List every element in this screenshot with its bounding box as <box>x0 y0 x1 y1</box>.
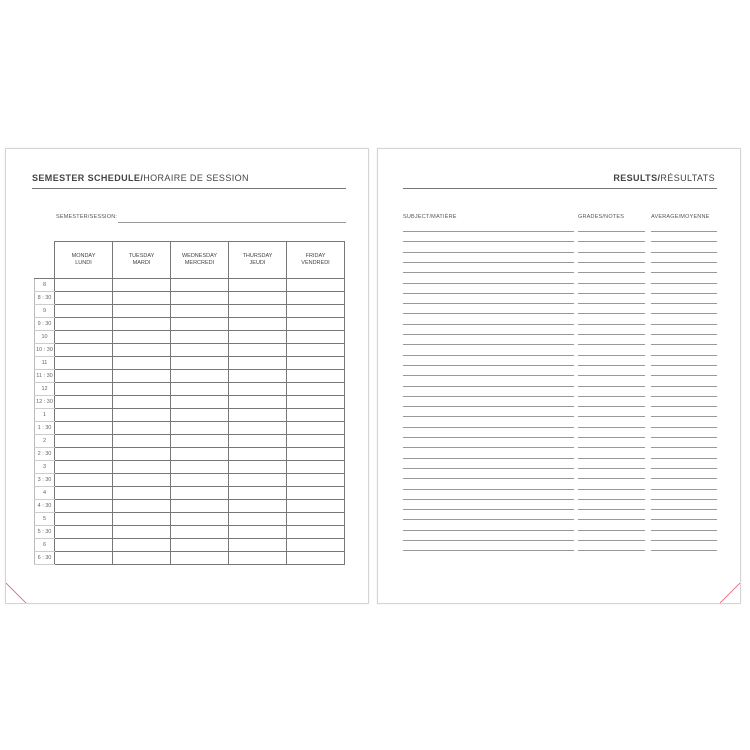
schedule-cell[interactable] <box>287 526 345 539</box>
schedule-row <box>35 513 345 526</box>
schedule-title: SEMESTER SCHEDULE/HORAIRE DE SESSION <box>32 173 249 183</box>
average-line[interactable] <box>651 241 717 242</box>
schedule-cell[interactable] <box>171 331 229 344</box>
time-slot-label: 8 : 30 <box>35 292 55 305</box>
schedule-cell[interactable] <box>171 461 229 474</box>
average-line[interactable] <box>651 303 717 304</box>
time-slot-label: 5 <box>35 513 55 526</box>
schedule-cell[interactable] <box>287 409 345 422</box>
schedule-cell[interactable] <box>229 370 287 383</box>
schedule-cell[interactable] <box>287 474 345 487</box>
subject-line[interactable] <box>403 427 574 428</box>
time-slot-label: 2 : 30 <box>35 448 55 461</box>
subject-line[interactable] <box>403 386 574 387</box>
schedule-cell[interactable] <box>171 318 229 331</box>
schedule-cell[interactable] <box>287 552 345 565</box>
schedule-cell[interactable] <box>113 305 171 318</box>
grades-line[interactable] <box>578 375 645 376</box>
subject-line[interactable] <box>403 478 574 479</box>
schedule-cell[interactable] <box>287 331 345 344</box>
schedule-cell[interactable] <box>55 383 113 396</box>
subject-line[interactable] <box>403 437 574 438</box>
day-header <box>287 242 345 279</box>
schedule-cell[interactable] <box>229 539 287 552</box>
schedule-row <box>35 422 345 435</box>
subject-line[interactable] <box>403 334 574 335</box>
results-title-rule <box>403 188 717 189</box>
schedule-cell[interactable] <box>171 500 229 513</box>
schedule-row <box>35 500 345 513</box>
corner-fold-icon <box>700 563 740 603</box>
average-line[interactable] <box>651 283 717 284</box>
time-slot-label: 9 <box>35 305 55 318</box>
schedule-row <box>35 370 345 383</box>
grades-line[interactable] <box>578 416 645 417</box>
time-slot-label: 10 <box>35 331 55 344</box>
subject-line[interactable] <box>403 344 574 345</box>
schedule-cell[interactable] <box>171 292 229 305</box>
grades-line[interactable] <box>578 272 645 273</box>
schedule-cell[interactable] <box>113 526 171 539</box>
grades-line[interactable] <box>578 519 645 520</box>
schedule-cell[interactable] <box>287 292 345 305</box>
schedule-row <box>35 539 345 552</box>
average-line[interactable] <box>651 427 717 428</box>
schedule-row <box>35 383 345 396</box>
average-line[interactable] <box>651 344 717 345</box>
subject-line[interactable] <box>403 241 574 242</box>
grades-line[interactable] <box>578 437 645 438</box>
day-name-fr: MERCREDI <box>184 260 215 266</box>
subject-line[interactable] <box>403 272 574 273</box>
grades-line[interactable] <box>578 293 645 294</box>
time-slot-label: 6 : 30 <box>35 552 55 565</box>
average-line[interactable] <box>651 262 717 263</box>
average-line[interactable] <box>651 416 717 417</box>
schedule-row <box>35 474 345 487</box>
schedule-cell[interactable] <box>113 487 171 500</box>
corner-fold-icon <box>6 563 46 603</box>
subject-line[interactable] <box>403 447 574 448</box>
schedule-cell[interactable] <box>229 552 287 565</box>
schedule-cell[interactable] <box>229 448 287 461</box>
grades-line[interactable] <box>578 241 645 242</box>
grades-line[interactable] <box>578 540 645 541</box>
grades-line[interactable] <box>578 530 645 531</box>
average-line[interactable] <box>651 231 717 232</box>
day-header <box>171 242 229 279</box>
schedule-cell[interactable] <box>171 552 229 565</box>
schedule-row <box>35 305 345 318</box>
schedule-cell[interactable] <box>171 383 229 396</box>
average-line[interactable] <box>651 437 717 438</box>
grades-line[interactable] <box>578 344 645 345</box>
average-line[interactable] <box>651 509 717 510</box>
grades-line[interactable] <box>578 303 645 304</box>
session-input-line[interactable] <box>118 222 346 223</box>
time-slot-label: 1 : 30 <box>35 422 55 435</box>
subject-line[interactable] <box>403 375 574 376</box>
schedule-cell[interactable] <box>113 292 171 305</box>
schedule-page <box>5 148 369 604</box>
schedule-table <box>34 241 345 565</box>
schedule-cell[interactable] <box>171 409 229 422</box>
schedule-cell[interactable] <box>113 539 171 552</box>
grades-line[interactable] <box>578 334 645 335</box>
time-slot-label: 5 : 30 <box>35 526 55 539</box>
day-header <box>113 242 171 279</box>
day-name-fr: VENDREDI <box>301 260 330 266</box>
grades-line[interactable] <box>578 283 645 284</box>
time-slot-label: 9 : 30 <box>35 318 55 331</box>
subject-line[interactable] <box>403 499 574 500</box>
schedule-row <box>35 331 345 344</box>
time-slot-label: 6 <box>35 539 55 552</box>
schedule-cell[interactable] <box>287 357 345 370</box>
schedule-cell[interactable] <box>171 370 229 383</box>
day-header <box>55 242 113 279</box>
subject-line[interactable] <box>403 313 574 314</box>
col-subject-header: SUBJECT/MATIÈRE <box>403 214 457 220</box>
day-name-fr: JEUDI <box>249 260 266 266</box>
results-title: RESULTS/RÉSULTATS <box>613 173 715 183</box>
schedule-row <box>35 409 345 422</box>
time-slot-label: 12 : 30 <box>35 396 55 409</box>
schedule-cell[interactable] <box>55 357 113 370</box>
schedule-row <box>35 448 345 461</box>
schedule-cell[interactable] <box>55 370 113 383</box>
schedule-cell[interactable] <box>55 279 113 292</box>
day-name-en: THURSDAY <box>242 253 273 259</box>
grades-line[interactable] <box>578 478 645 479</box>
average-line[interactable] <box>651 396 717 397</box>
schedule-cell[interactable] <box>229 500 287 513</box>
average-line[interactable] <box>651 519 717 520</box>
grades-line[interactable] <box>578 458 645 459</box>
schedule-cell[interactable] <box>229 526 287 539</box>
schedule-cell[interactable] <box>171 344 229 357</box>
grades-line[interactable] <box>578 252 645 253</box>
schedule-cell[interactable] <box>171 474 229 487</box>
schedule-cell[interactable] <box>287 396 345 409</box>
subject-line[interactable] <box>403 458 574 459</box>
schedule-cell[interactable] <box>55 305 113 318</box>
schedule-cell[interactable] <box>171 357 229 370</box>
subject-line[interactable] <box>403 530 574 531</box>
schedule-cell[interactable] <box>55 292 113 305</box>
schedule-cell[interactable] <box>287 422 345 435</box>
time-slot-label: 4 : 30 <box>35 500 55 513</box>
average-line[interactable] <box>651 252 717 253</box>
schedule-cell[interactable] <box>287 318 345 331</box>
grades-line[interactable] <box>578 313 645 314</box>
schedule-cell[interactable] <box>171 422 229 435</box>
schedule-cell[interactable] <box>171 279 229 292</box>
subject-line[interactable] <box>403 406 574 407</box>
average-line[interactable] <box>651 334 717 335</box>
subject-line[interactable] <box>403 262 574 263</box>
schedule-cell[interactable] <box>55 331 113 344</box>
subject-line[interactable] <box>403 519 574 520</box>
subject-line[interactable] <box>403 468 574 469</box>
average-line[interactable] <box>651 406 717 407</box>
schedule-cell[interactable] <box>171 435 229 448</box>
day-name-en: MONDAY <box>71 253 96 259</box>
subject-line[interactable] <box>403 303 574 304</box>
day-name-en: FRIDAY <box>305 253 326 259</box>
time-slot-label: 4 <box>35 487 55 500</box>
time-slot-label: 3 <box>35 461 55 474</box>
day-name-fr: MARDI <box>132 260 151 266</box>
schedule-cell[interactable] <box>171 396 229 409</box>
subject-line[interactable] <box>403 231 574 232</box>
grades-line[interactable] <box>578 365 645 366</box>
schedule-cell[interactable] <box>287 487 345 500</box>
grades-line[interactable] <box>578 499 645 500</box>
schedule-cell[interactable] <box>229 292 287 305</box>
schedule-row <box>35 435 345 448</box>
session-label: SEMESTER/SESSION: <box>56 214 118 220</box>
average-line[interactable] <box>651 550 717 551</box>
schedule-cell[interactable] <box>287 344 345 357</box>
grades-line[interactable] <box>578 262 645 263</box>
subject-line[interactable] <box>403 365 574 366</box>
subject-line[interactable] <box>403 252 574 253</box>
schedule-cell[interactable] <box>55 318 113 331</box>
grades-line[interactable] <box>578 427 645 428</box>
average-line[interactable] <box>651 458 717 459</box>
schedule-cell[interactable] <box>287 513 345 526</box>
schedule-row <box>35 279 345 292</box>
grades-line[interactable] <box>578 386 645 387</box>
average-line[interactable] <box>651 447 717 448</box>
schedule-cell[interactable] <box>55 539 113 552</box>
schedule-row <box>35 396 345 409</box>
schedule-cell[interactable] <box>229 435 287 448</box>
schedule-cell[interactable] <box>113 500 171 513</box>
subject-line[interactable] <box>403 550 574 551</box>
schedule-cell[interactable] <box>113 396 171 409</box>
schedule-row <box>35 344 345 357</box>
schedule-row <box>35 357 345 370</box>
schedule-cell[interactable] <box>113 448 171 461</box>
schedule-cell[interactable] <box>229 513 287 526</box>
schedule-row <box>35 461 345 474</box>
schedule-cell[interactable] <box>229 474 287 487</box>
schedule-cell[interactable] <box>113 552 171 565</box>
schedule-cell[interactable] <box>55 552 113 565</box>
day-name-fr: LUNDI <box>75 260 92 266</box>
schedule-cell[interactable] <box>55 513 113 526</box>
subject-line[interactable] <box>403 540 574 541</box>
grades-line[interactable] <box>578 509 645 510</box>
average-line[interactable] <box>651 540 717 541</box>
results-page <box>377 148 741 604</box>
time-slot-label: 3 : 30 <box>35 474 55 487</box>
subject-line[interactable] <box>403 489 574 490</box>
subject-line[interactable] <box>403 324 574 325</box>
day-header <box>229 242 287 279</box>
schedule-cell[interactable] <box>55 474 113 487</box>
subject-line[interactable] <box>403 396 574 397</box>
average-line[interactable] <box>651 375 717 376</box>
schedule-cell[interactable] <box>113 513 171 526</box>
schedule-cell[interactable] <box>287 370 345 383</box>
schedule-cell[interactable] <box>55 526 113 539</box>
average-line[interactable] <box>651 365 717 366</box>
average-line[interactable] <box>651 478 717 479</box>
schedule-cell[interactable] <box>113 461 171 474</box>
schedule-cell[interactable] <box>55 500 113 513</box>
schedule-cell[interactable] <box>113 435 171 448</box>
grades-line[interactable] <box>578 355 645 356</box>
time-slot-label: 1 <box>35 409 55 422</box>
time-slot-label: 10 : 30 <box>35 344 55 357</box>
schedule-cell[interactable] <box>229 409 287 422</box>
schedule-cell[interactable] <box>287 435 345 448</box>
schedule-cell[interactable] <box>113 409 171 422</box>
time-slot-label: 12 <box>35 383 55 396</box>
schedule-cell[interactable] <box>55 396 113 409</box>
subject-line[interactable] <box>403 509 574 510</box>
day-name-en: TUESDAY <box>128 253 155 259</box>
schedule-cell[interactable] <box>113 344 171 357</box>
schedule-cell[interactable] <box>113 370 171 383</box>
schedule-cell[interactable] <box>171 513 229 526</box>
schedule-cell[interactable] <box>113 474 171 487</box>
schedule-cell[interactable] <box>171 305 229 318</box>
schedule-row <box>35 292 345 305</box>
schedule-cell[interactable] <box>171 539 229 552</box>
time-slot-label: 2 <box>35 435 55 448</box>
schedule-cell[interactable] <box>113 383 171 396</box>
average-line[interactable] <box>651 293 717 294</box>
grades-line[interactable] <box>578 447 645 448</box>
schedule-cell[interactable] <box>113 357 171 370</box>
subject-line[interactable] <box>403 355 574 356</box>
time-slot-label: 11 : 30 <box>35 370 55 383</box>
schedule-row <box>35 318 345 331</box>
schedule-cell[interactable] <box>287 305 345 318</box>
schedule-cell[interactable] <box>229 422 287 435</box>
schedule-cell[interactable] <box>287 383 345 396</box>
time-slot-label: 8 <box>35 279 55 292</box>
schedule-corner-cell <box>35 242 55 279</box>
subject-line[interactable] <box>403 416 574 417</box>
average-line[interactable] <box>651 313 717 314</box>
schedule-cell[interactable] <box>55 461 113 474</box>
average-line[interactable] <box>651 530 717 531</box>
schedule-row <box>35 526 345 539</box>
grades-line[interactable] <box>578 231 645 232</box>
schedule-cell[interactable] <box>229 487 287 500</box>
subject-line[interactable] <box>403 293 574 294</box>
schedule-cell[interactable] <box>55 435 113 448</box>
schedule-cell[interactable] <box>229 305 287 318</box>
schedule-cell[interactable] <box>113 279 171 292</box>
schedule-cell[interactable] <box>171 526 229 539</box>
day-name-en: WEDNESDAY <box>181 253 218 259</box>
title-rule <box>32 188 346 189</box>
grades-line[interactable] <box>578 468 645 469</box>
schedule-cell[interactable] <box>55 487 113 500</box>
schedule-cell[interactable] <box>229 344 287 357</box>
grades-line[interactable] <box>578 406 645 407</box>
average-line[interactable] <box>651 468 717 469</box>
schedule-cell[interactable] <box>287 448 345 461</box>
schedule-cell[interactable] <box>229 279 287 292</box>
grades-line[interactable] <box>578 550 645 551</box>
schedule-cell[interactable] <box>171 448 229 461</box>
schedule-row <box>35 487 345 500</box>
schedule-cell[interactable] <box>287 500 345 513</box>
schedule-cell[interactable] <box>287 461 345 474</box>
schedule-cell[interactable] <box>229 357 287 370</box>
average-line[interactable] <box>651 355 717 356</box>
grades-line[interactable] <box>578 489 645 490</box>
schedule-cell[interactable] <box>55 448 113 461</box>
col-average-header: AVERAGE/MOYENNE <box>651 214 710 220</box>
average-line[interactable] <box>651 324 717 325</box>
schedule-row <box>35 552 345 565</box>
schedule-cell[interactable] <box>229 461 287 474</box>
col-grades-header: GRADES/NOTES <box>578 214 625 220</box>
average-line[interactable] <box>651 272 717 273</box>
schedule-cell[interactable] <box>55 409 113 422</box>
grades-line[interactable] <box>578 396 645 397</box>
schedule-cell[interactable] <box>171 487 229 500</box>
schedule-cell[interactable] <box>229 331 287 344</box>
schedule-cell[interactable] <box>229 383 287 396</box>
schedule-cell[interactable] <box>287 279 345 292</box>
schedule-cell[interactable] <box>55 344 113 357</box>
average-line[interactable] <box>651 489 717 490</box>
average-line[interactable] <box>651 499 717 500</box>
schedule-cell[interactable] <box>113 422 171 435</box>
time-slot-label: 11 <box>35 357 55 370</box>
schedule-cell[interactable] <box>113 318 171 331</box>
grades-line[interactable] <box>578 324 645 325</box>
schedule-cell[interactable] <box>229 396 287 409</box>
schedule-cell[interactable] <box>55 422 113 435</box>
average-line[interactable] <box>651 386 717 387</box>
schedule-cell[interactable] <box>113 331 171 344</box>
schedule-cell[interactable] <box>229 318 287 331</box>
schedule-cell[interactable] <box>287 539 345 552</box>
subject-line[interactable] <box>403 283 574 284</box>
